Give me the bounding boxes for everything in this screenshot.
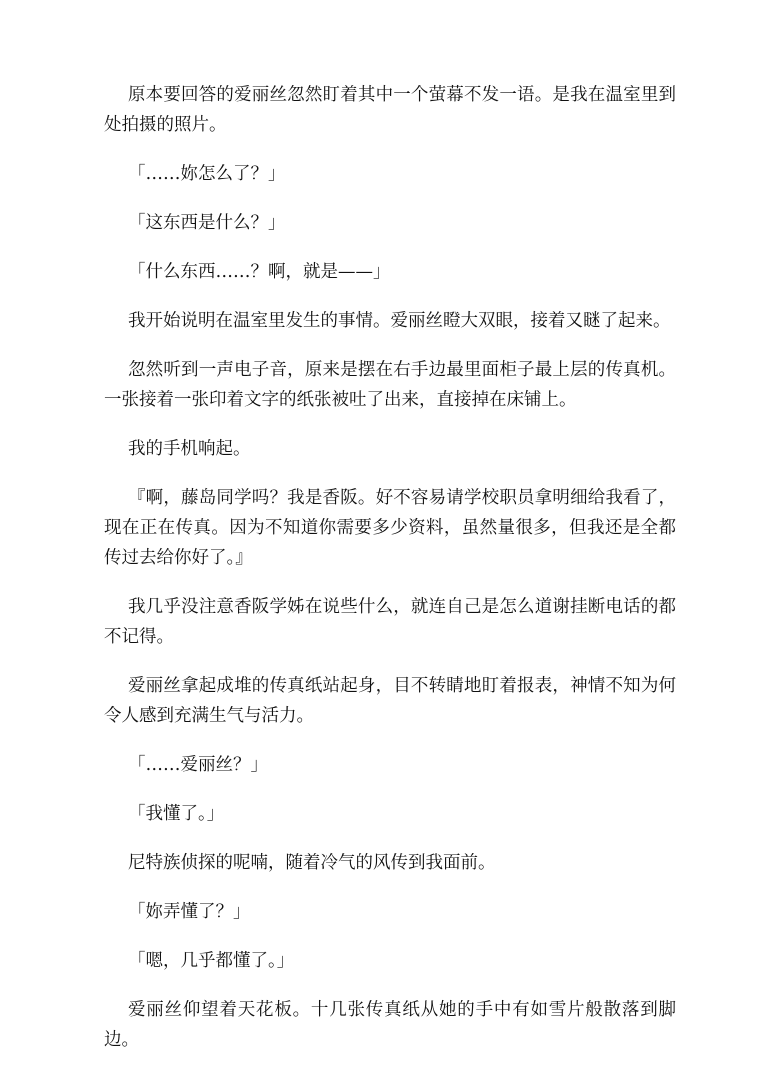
paragraph: 「什么东西……？啊，就是——」: [128, 262, 391, 282]
paragraph: 我几乎没注意香阪学姊在说些什么，就连自己是怎么道谢挂断电话的都不记得。: [104, 597, 676, 647]
paragraph: 爱丽丝拿起成堆的传真纸站起身，目不转睛地盯着报表，神情不知为何令人感到充满生气与活力。: [104, 676, 676, 726]
document-page: [104, 80, 676, 1074]
paragraph: 「妳弄懂了？」: [128, 902, 251, 922]
paragraph: 我开始说明在温室里发生的事情。爱丽丝瞪大双眼，接着又瞇了起来。: [128, 311, 671, 331]
paragraph: 爱丽丝仰望着天花板。十几张传真纸从她的手中有如雪片般散落到脚边。: [104, 1000, 676, 1050]
paragraph: 原本要回答的爱丽丝忽然盯着其中一个萤幕不发一语。是我在温室里到处拍摄的照片。: [104, 85, 676, 135]
paragraph: 『啊，藤岛同学吗？我是香阪。好不容易请学校职员拿明细给我看了，现在正在传真。因为不知道你需要多少资料，虽然量很多，但我还是全都传过去给你好了。』: [104, 488, 676, 568]
paragraph: 「……妳怎么了？」: [128, 164, 286, 184]
paragraph: 「我懂了。」: [128, 804, 225, 824]
paragraph: 忽然听到一声电子音，原来是摆在右手边最里面柜子最上层的传真机。一张接着一张印着文字的纸张被吐了出来，直接掉在床铺上。: [104, 360, 676, 410]
paragraph: 「这东西是什么？」: [128, 213, 286, 233]
paragraph: 我的手机响起。: [128, 439, 251, 459]
paragraph: 尼特族侦探的呢喃，随着冷气的风传到我面前。: [128, 853, 496, 873]
paragraph: 「嗯，几乎都懂了。」: [128, 951, 295, 971]
paragraph: 「……爱丽丝？」: [128, 755, 268, 775]
